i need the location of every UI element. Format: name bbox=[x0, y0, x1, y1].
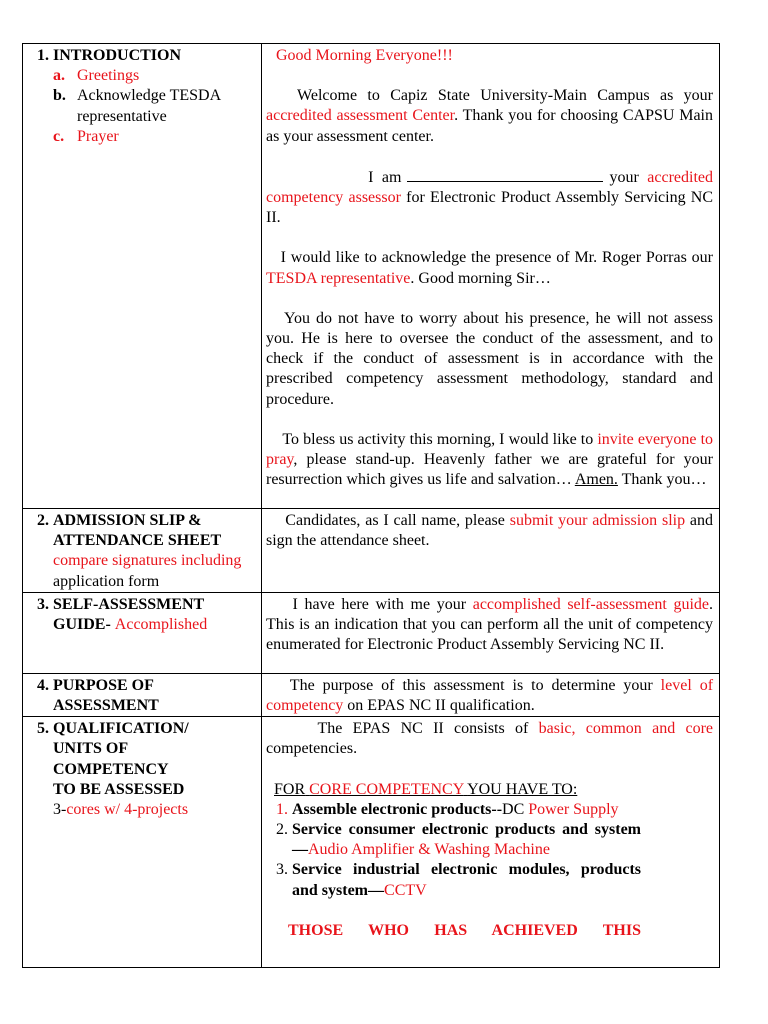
section-title: SELF-ASSESSMENT GUIDE- Accomplished bbox=[53, 595, 208, 634]
assessor-paragraph: I am your accredited competency assessor for Electronic Product Assembly Servicing NC II. bbox=[266, 168, 714, 227]
section-note: compare signatures including application form bbox=[53, 552, 242, 590]
section-title: QUALIFICATION/ bbox=[53, 720, 189, 738]
section-title-line: TO BE ASSESSED bbox=[53, 780, 185, 798]
section-number: 4. bbox=[37, 676, 49, 694]
section-heading bbox=[27, 676, 259, 716]
subitem bbox=[27, 127, 259, 147]
welcome-paragraph: Welcome to Capiz State University-Main Campus as your accredited assessment Center. Thank you for choosing CAPSU Main as your assessment center. bbox=[266, 87, 713, 145]
section-title-line: UNITS OF COMPETENCY bbox=[53, 740, 169, 778]
subitem-letter: b. bbox=[53, 87, 66, 105]
list-number: 3. bbox=[276, 861, 288, 879]
core-competency-list bbox=[266, 800, 713, 901]
section-heading bbox=[27, 46, 259, 66]
admission-paragraph: Candidates, as I call name, please submit your admission slip and sign the attendance sheet. bbox=[266, 512, 714, 550]
section-number: 1. bbox=[37, 47, 49, 64]
section-number: 2. bbox=[37, 512, 49, 529]
script-cell bbox=[262, 717, 720, 968]
assessment-script-table bbox=[22, 43, 720, 968]
qualification-paragraph: The EPAS NC II consists of basic, common and core competencies. bbox=[266, 720, 714, 758]
section-note: 3-cores w/ 4-projects bbox=[53, 801, 189, 819]
subitem-text: Acknowledge TESDA representative bbox=[77, 87, 221, 125]
script-cell bbox=[262, 509, 720, 593]
section-number: 3. bbox=[37, 595, 49, 613]
list-item: 2. Service consumer electronic products and system—Audio Amplifier & Washing Machine bbox=[266, 820, 641, 860]
list-item: 3. Service industrial electronic modules, products and system—CCTV bbox=[266, 860, 641, 900]
list-number: 2. bbox=[276, 821, 288, 839]
closing-line: THOSE WHO HAS ACHIEVED THIS bbox=[288, 921, 641, 939]
table-row bbox=[23, 509, 720, 593]
tesda-paragraph: I would like to acknowledge the presence of Mr. Roger Porras our TESDA representative. Good morning Sir… bbox=[266, 249, 713, 287]
section-title: PURPOSE OF ASSESSMENT bbox=[53, 676, 159, 715]
script-cell bbox=[262, 44, 720, 509]
section-title: INTRODUCTION bbox=[53, 47, 182, 64]
section-heading bbox=[27, 719, 259, 739]
subitem-letter: a. bbox=[53, 67, 65, 85]
script-cell bbox=[262, 592, 720, 673]
subitem-text: Prayer bbox=[77, 127, 119, 145]
section-title: ADMISSION SLIP & ATTENDANCE SHEET bbox=[53, 512, 222, 550]
table-row bbox=[23, 717, 720, 968]
section-heading bbox=[27, 595, 259, 635]
table-row bbox=[23, 673, 720, 716]
name-blank-line bbox=[407, 167, 603, 182]
subitem bbox=[27, 66, 259, 86]
purpose-paragraph: The purpose of this assessment is to determine your level of competency on EPAS NC II qualification. bbox=[266, 676, 714, 715]
list-item: 1. Assemble electronic products--DC Power Supply bbox=[266, 800, 641, 820]
topic-cell bbox=[23, 592, 262, 673]
subitem-letter: c. bbox=[53, 127, 65, 145]
greeting-line: Good Morning Everyone!!! bbox=[276, 47, 453, 64]
subitem bbox=[27, 86, 259, 126]
list-number: 1. bbox=[276, 800, 288, 818]
table-row bbox=[23, 592, 720, 673]
topic-cell bbox=[23, 673, 262, 716]
section-number: 5. bbox=[37, 720, 49, 738]
script-cell bbox=[262, 673, 720, 716]
topic-cell bbox=[23, 44, 262, 509]
oversight-paragraph: You do not have to worry about his presence, he will not assess you. He is here to oversee the conduct of the assessment, and to check if the conduct of assessment is in accordance with the prescribed competency assessment methodology, standard and procedure. bbox=[266, 309, 714, 408]
self-assessment-paragraph: I have here with me your accomplished self-assessment guide. This is an indication that you can perform all the unit of competency enumerated for Electronic Product Assembly Servicing NC II. bbox=[266, 595, 714, 654]
section-heading bbox=[27, 511, 259, 551]
subitem-text: Greetings bbox=[77, 67, 140, 85]
table-row bbox=[23, 44, 720, 509]
prayer-paragraph: To bless us activity this morning, I would like to invite everyone to pray, please stand-up. Heavenly father we are grateful for your resurrection which gives us life and salvation… Amen. Thank you… bbox=[266, 430, 714, 489]
topic-cell bbox=[23, 509, 262, 593]
topic-cell bbox=[23, 717, 262, 968]
core-competency-heading: FOR CORE COMPETENCY YOU HAVE TO: bbox=[274, 780, 578, 798]
